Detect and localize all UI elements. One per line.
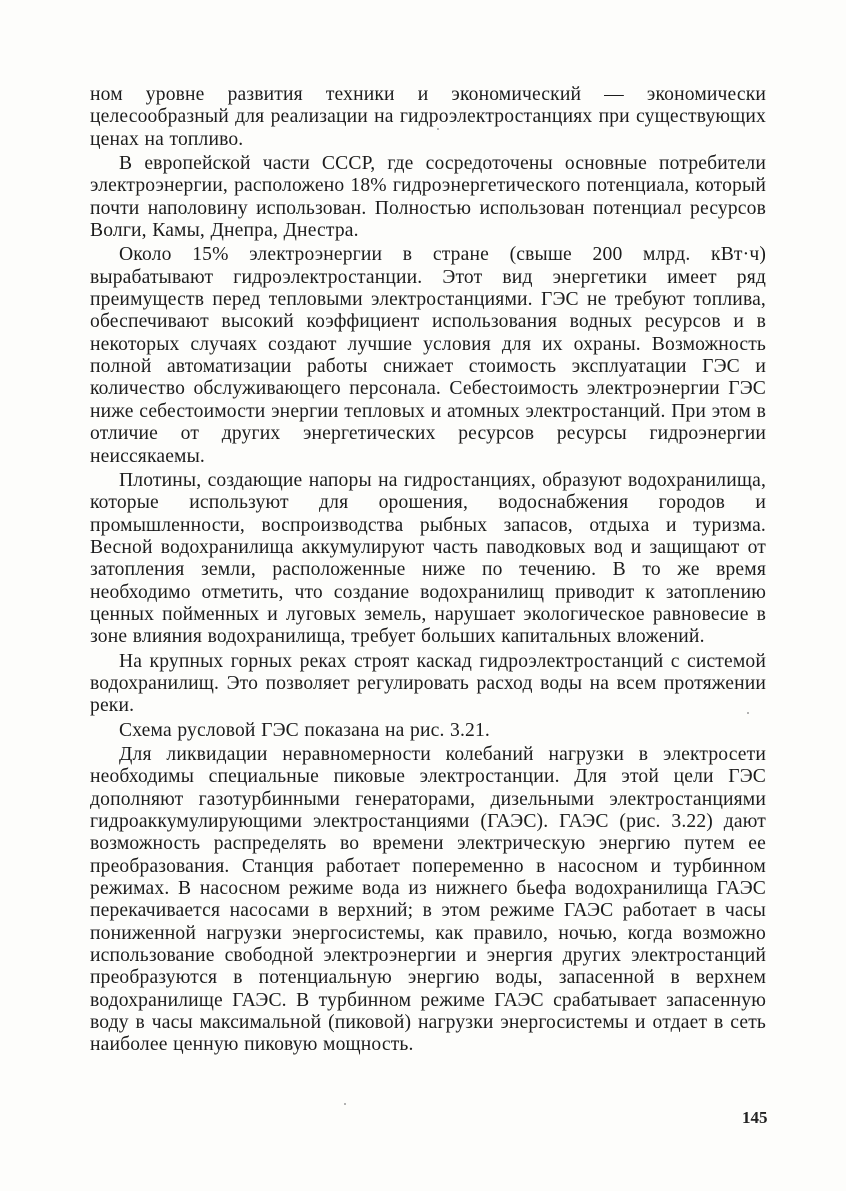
body-text xyxy=(90,84,766,1059)
paragraph-european-ussr: В европейской части СССР, где сосредоточены основные потребители электроэнергии, расположено 18% гидроэнергетического потенциала, который почти наполовину использован. Полностью использован потенциал ресурсов Волги, Камы, Днепра, Днестра. xyxy=(90,153,766,242)
page-number: 145 xyxy=(742,1108,768,1127)
print-speck xyxy=(747,712,749,714)
paragraph-hydro-advantages: Около 15% электроэнергии в стране (свыше 200 млрд. кВт·ч) вырабатывают гидроэлектростанции. Этот вид энергетики имеет ряд преимуществ перед тепловыми электростанциями. ГЭС не требуют топлива, обеспечивают высокий коэффициент использования водных ресурсов и в некоторых случаях создают лучшие условия для их охраны. Возможность полной автоматизации работы снижает стоимость эксплуатации ГЭС и количество обслуживающего персонала. Себестоимость электроэнергии ГЭС ниже себестоимости энергии тепловых и атомных электростанций. При этом в отличие от других энергетических ресурсов ресурсы гидроэнергии неиссякаемы. xyxy=(90,244,766,467)
print-speck xyxy=(437,128,439,130)
paragraph-continuation: ном уровне развития техники и экономический — экономически целесообразный для реализации на гидроэлектростанциях при существующих ценах на топливо. xyxy=(90,84,766,150)
paragraph-dams-reservoirs: Плотины, создающие напоры на гидростанциях, образуют водохранилища, которые используют для орошения, водоснабжения городов и промышленности, воспроизводства рыбных запасов, отдыха и туризма. Весной водохранилища аккумулируют часть паводковых вод и защищают от затопления земли, расположенные ниже по течению. В то же время необходимо отметить, что создание водохранилищ приводит к затоплению ценных пойменных и луговых земель, нарушает экологическое равновесие в зоне влияния водохранилища, требует больших капитальных вложений. xyxy=(90,469,766,648)
paragraph-cascade: На крупных горных реках строят каскад гидроэлектростанций с системой водохранилищ. Это позволяет регулировать расход воды на всем протяжении реки. xyxy=(90,650,766,717)
paragraph-figure-ref: Схема русловой ГЭС показана на рис. 3.21. xyxy=(119,719,490,741)
paragraph-pumped-storage: Для ликвидации неравномерности колебаний нагрузки в электросети необходимы специальные пиковые электростанции. Для этой цели ГЭС дополняют газотурбинными генераторами, дизельными электростанциями гидроаккумулирующими электростанциями (ГАЭС). ГАЭС (рис. 3.22) дают возможность распределять во времени электрическую энергию путем ее преобразования. Станция работает попеременно в насосном и турбинном режимах. В насосном режиме вода из нижнего бьефа водохранилища ГАЭС перекачивается насосами в верхний; в этом режиме ГАЭС работает в часы пониженной нагрузки энергосистемы, как правило, ночью, когда возможно использование свободной электроэнергии и энергия других электростанций преобразуются в потенциальную энергию воды, запасенной в верхнем водохранилище ГАЭС. В турбинном режиме ГАЭС срабатывает запасенную воду в часы максимальной (пиковой) нагрузки энергосистемы и отдает в сеть наиболее ценную пиковую мощность. xyxy=(90,743,766,1056)
print-speck xyxy=(344,1103,346,1105)
